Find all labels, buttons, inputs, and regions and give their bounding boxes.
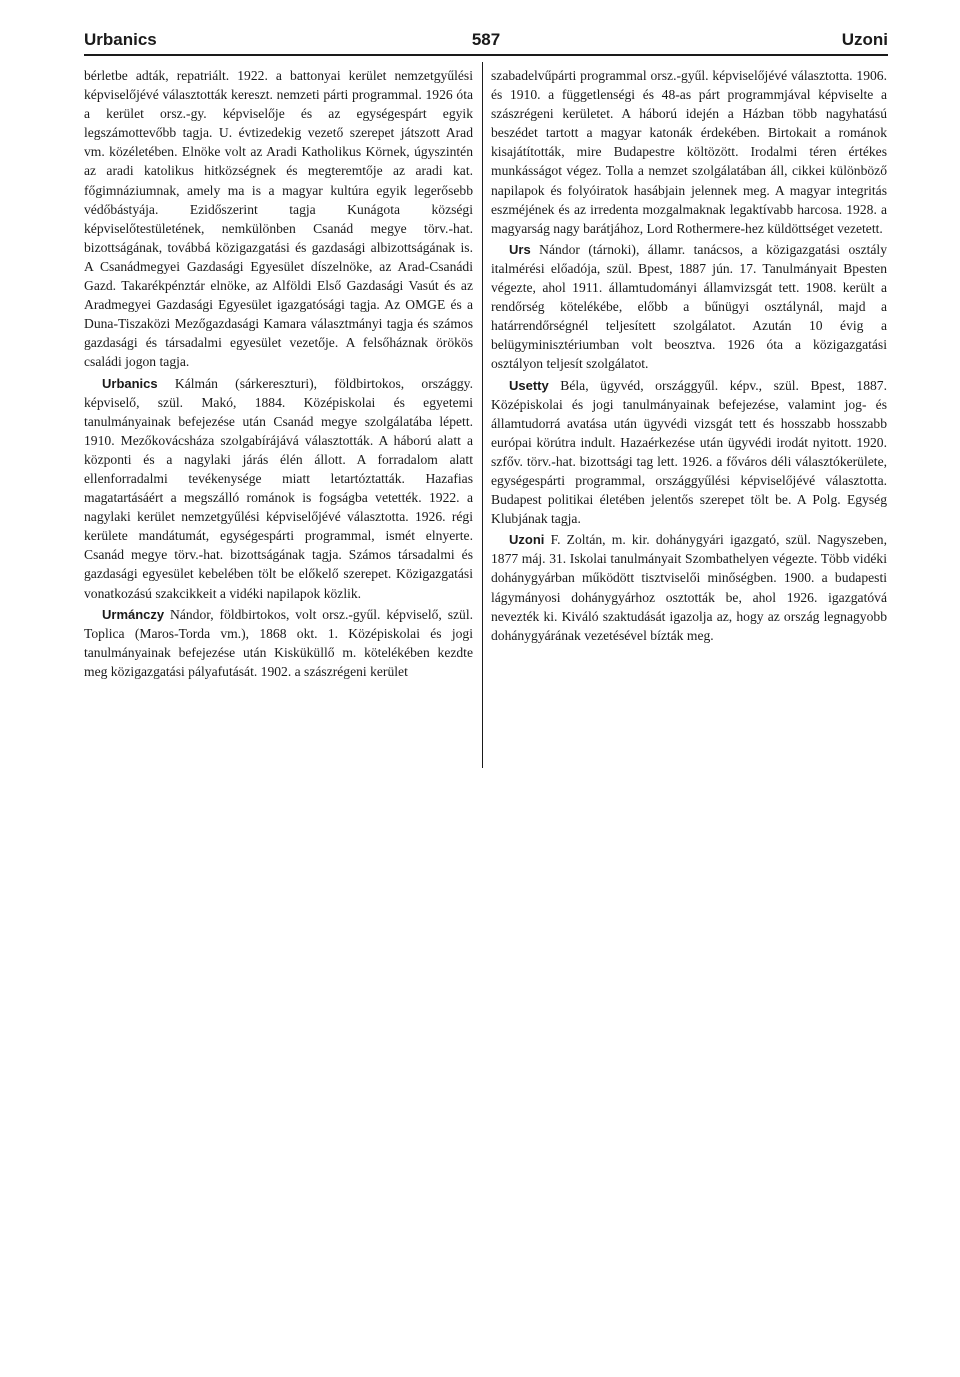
- continued-entry-text: szabadelvűpárti programmal orsz.-gyűl. képviselőjévé választotta. 1906. és 1910. a függetlenségi és 48-as párt programmjával képviselte a szászrégeni kerületet. A háború idején a Házban több nagyhatású beszédet tartott a magyar katonák érdekében. Birtokait a románok kisajátították, mire Budapestre költözött. Irodalmi téren értékes munkásságot végez. Tolla a nemzet szolgálatában áll, cikkei különböző napilapok és folyóiratok hasábjain jelennek meg. A magyar integritás eszméjének és az irredenta mozgalmaknak legaktívabb harcosa. 1928. a magyarság nagy barátjához, Lord Rothermere-hez küldöttséget vezetett.: [491, 68, 887, 236]
- entry-name: Usetty: [509, 377, 549, 393]
- entry-text: Béla, ügyvéd, országgyűl. képv., szül. Bpest, 1887. Középiskolai és jogi tanulmányainak befejezése, valamint jog- és államtudorrá avatása után ügyvédi vizsgát tett és hosszabb hosszabb európai körútra indult. Hazaérkezése után ügyvédi irodát nyitott. 1920. szfőv. törv.-hat. bizottsági tag lett. 1926. a főváros déli választókerülete, egységespárti programmal, országgyűlési képviselőjévé választotta. Budapest politikai életében jelentős szerepet tölt be. A Polg. Egység Klubjának tagja.: [491, 377, 887, 527]
- left-column: [84, 66, 473, 681]
- entry-name: Urs: [509, 241, 531, 257]
- page-number: 587: [471, 30, 501, 49]
- entry-urs: [491, 240, 887, 374]
- entry-text: F. Zoltán, m. kir. dohánygyári igazgató, szül. Nagyszeben, 1877 máj. 31. Iskolai tanulmányait Szombathelyen végezte. Több vidéki dohánygyárban működött tisztviselői minőségben. 1900. a budapesti lágymányosi dohánygyárhoz osztották be, ahol 1926. igazgatóvá nevezték ki. Kiváló szaktudását igazolja az, hogy az ország legnagyobb dohánygyárának vezetésével bízták meg.: [491, 532, 887, 643]
- entry-name: Urbanics: [102, 375, 158, 391]
- continued-entry-text: bérletbe adták, repatriált. 1922. a battonyai kerület nemzetgyűlési képviselőjévé választották kereszt. nemzeti párti programmal. 1926 óta a kerület orsz.-gy. képviselője és az egységespárt egyik legszámottevőbb tagja. U. évtizedekig vezető szerepet játszott Arad vm. közéletében. Elnöke volt az Aradi Katholikus Körnek, úgyszintén az aradi katolikus hitközségnek és megteremtője az aradi kat. főgimnáziumnak, amely ma is a magyar kultúra egyik legerősebb védőbástyája. Ezidőszerint tagja Kunágota községi képviselőtestületének, nemkülönben Csanád megye törv.-hat. bizottságának, továbbá közigazgatási és gazdasági albizottságának is. A Csanádmegyei Gazdasági Egyesület díszelnöke, az Arad-Csanádi Gazd. Takarékpénztár elnöke, az Alföldi Első Gazdasági Vasút és az Aradmegyei Gazdasági Egyesület igazgatósági tagja. Az OMGE és a Duna-Tiszaközi Mezőgazdasági Kamara választmányi tagja és számos gazdasági és társadalmi egyesület vezetője. A felsőháznak örökös családi jogon tagja.: [84, 68, 473, 370]
- entry-usetty: [491, 376, 887, 529]
- entry-name: Uzoni: [509, 532, 545, 548]
- entry-text: Kálmán (sárkereszturi), földbirtokos, országgy. képviselő, szül. Makó, 1884. Középiskolai és egyetemi tanulmányainak befejezése után Csanád megye szolgálatába lépett. 1910. Mezőkovácsháza szolgabírájává választották. A háború alatt a központi és a nagylaki járás élén állott. A forradalom alatt ellenforradalmi tevékenysége miatt letartóztatták. Hazafias magatartásáért a megszálló románok is fogságba vetették. 1922. a nagylaki kerület nemzetgyűlési képviselőjévé választotta. 1926. régi kerülete mandátumát, egységespárti programmal, ismét elnyerte. Csanád megye törv.-hat. bizottságának tagja. Számos társadalmi és gazdasági egyesület kebelében tölt be előkelő szerepet. Közigazgatási vonatkozású szakcikkeit a vidéki napilapok közlik.: [84, 375, 473, 601]
- entry-text: Nándor, földbirtokos, volt orsz.-gyűl. képviselő, szül. Toplica (Maros-Torda vm.), 1868 okt. 1. Középiskolai és jogi tanulmányainak befejezése után Kisküküllő m. kötelékében kezdte meg közigazgatási pályafutását. 1902. a szászrégeni kerület: [84, 606, 473, 679]
- right-column: [491, 66, 887, 645]
- entry-name: Urmánczy: [102, 606, 165, 622]
- column-divider: [482, 62, 483, 768]
- entry-text: Nándor (tárnoki), államr. tanácsos, a közigazgatási osztály italmérési előadója, szül. Bpest, 1887 jún. 17. Tanulmányait Bpesten végezte, ahol 1911. államtudományi államvizsgát tett. 1908. került a rendőrség kötelékébe, előbb a bűnügyi osztálynál, majd a határrendőrségnél teljesített szolgálatot. Azután 10 évig a belügyminisztériumban volt beosztva. 1926 óta a közigazgatási osztályon teljesít szolgálatot.: [491, 241, 887, 372]
- entry-uzoni: [491, 530, 887, 645]
- header-right-name: Uzoni: [841, 30, 888, 49]
- header-rule: [84, 54, 888, 56]
- entry-urbanics: [84, 374, 473, 603]
- header-left-name: Urbanics: [84, 30, 157, 49]
- entry-urmanczy: [84, 605, 473, 681]
